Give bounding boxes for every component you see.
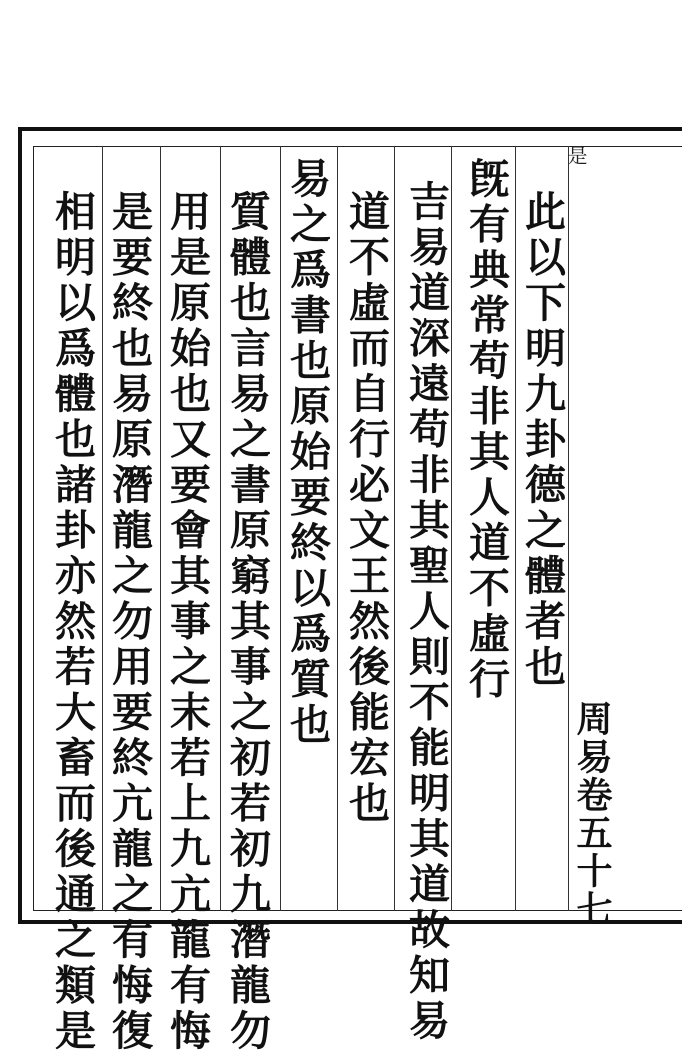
column-rule xyxy=(568,146,569,911)
text-column-4: 道不虛而自行必文王然後能宏也 xyxy=(342,190,390,827)
column-rule xyxy=(451,146,452,911)
column-rule xyxy=(515,146,516,911)
text-column-2: 旣有典常苟非其人道不虛行 xyxy=(462,157,510,703)
column-rule xyxy=(337,146,338,911)
text-column-7: 用是原始也又要會其事之末若上九亢龍有悔 xyxy=(163,190,211,1055)
text-column-8: 是要終也易原潛龍之勿用要終亢龍之有悔復 xyxy=(105,190,153,1055)
column-rule xyxy=(102,146,103,911)
column-rule xyxy=(160,146,161,911)
text-column-9: 相明以爲體也諸卦亦然若大畜而後通之類是 xyxy=(48,190,96,1055)
text-column-5: 易之爲書也原始要終以爲質也 xyxy=(283,157,331,749)
margin-mark: 是 xyxy=(564,145,588,165)
folio-label: 周易卷五十七 xyxy=(571,700,613,928)
column-rule xyxy=(220,146,221,911)
text-column-6: 質體也言易之書原窮其事之初若初九潛龍勿 xyxy=(223,190,271,1055)
column-rule xyxy=(280,146,281,911)
text-column-1: 此以下明九卦德之體者也 xyxy=(518,190,566,691)
text-column-3: 吉易道深遠苟非其聖人則不能明其道故知易 xyxy=(402,180,450,1045)
column-rule xyxy=(394,146,395,911)
